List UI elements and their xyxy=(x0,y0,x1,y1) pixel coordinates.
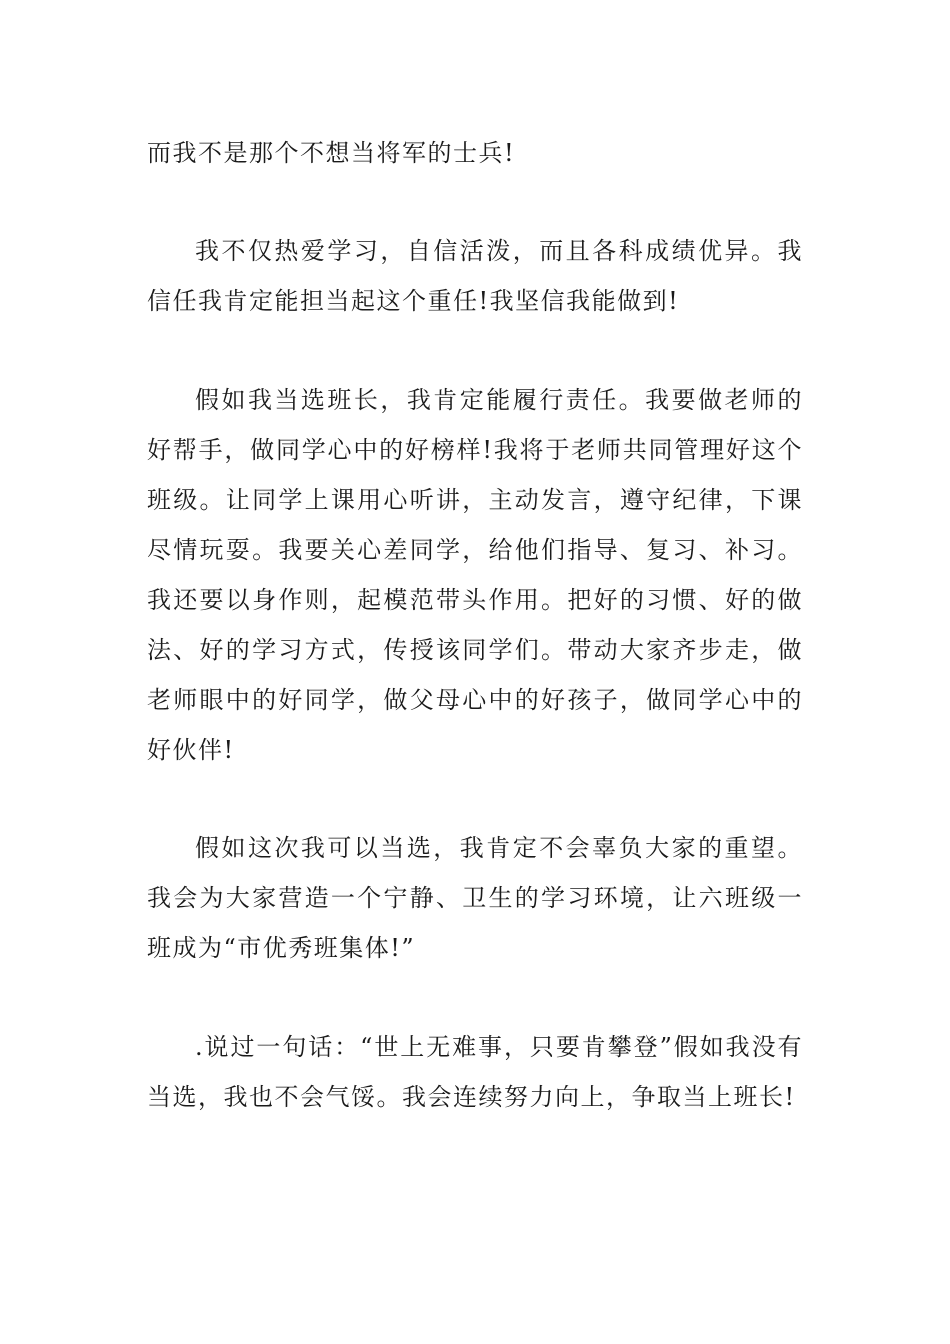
paragraph-4: 假如这次我可以当选，我肯定不会辜负大家的重望。我会为大家营造一个宁静、卫生的学习环境，让六班级一班成为“市优秀班集体!” xyxy=(147,834,803,962)
paragraph-3: 假如我当选班长，我肯定能履行责任。我要做老师的好帮手，做同学心中的好榜样!我将于老师共同管理好这个班级。让同学上课用心听讲，主动发言，遵守纪律，下课尽情玩耍。我要关心差同学，给他们指导、复习、补习。我还要以身作则，起模范带头作用。把好的习惯、好的做法、好的学习方式，传授该同学们。带动大家齐步走，做老师眼中的好同学，做父母心中的好孩子，做同学心中的好伙伴! xyxy=(147,386,803,764)
paragraph-1: 而我不是那个不想当将军的士兵! xyxy=(147,139,516,167)
paragraph-5: .说过一句话：“世上无难事，只要肯攀登”假如我没有当选，我也不会气馁。我会连续努力向上，争取当上班长! xyxy=(147,1033,803,1111)
paragraph-2: 我不仅热爱学习，自信活泼，而且各科成绩优异。我信任我肯定能担当起这个重任!我坚信我能做到! xyxy=(147,237,803,315)
